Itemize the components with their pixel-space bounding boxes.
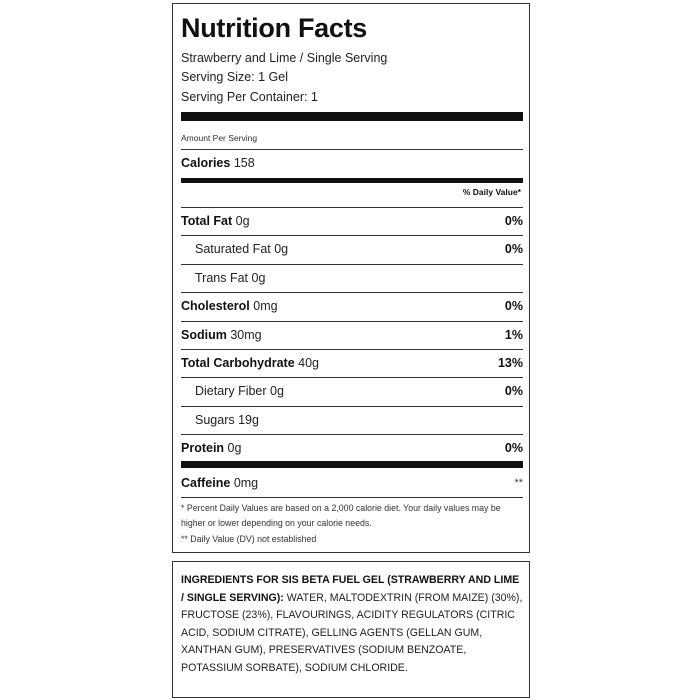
nutrient-daily-value: 1%	[504, 327, 523, 342]
thick-divider	[181, 112, 523, 121]
caffeine-amount: 0mg	[233, 476, 259, 490]
nutrient-row	[181, 209, 523, 233]
amount-per-serving: Amount Per Serving	[181, 133, 258, 143]
nutrient-amount: 0g	[270, 384, 284, 399]
ingredients-heading: INGREDIENTS FOR SIS BETA FUEL GEL (STRAWBERRY AND LIME / SINGLE SERVING):	[181, 574, 520, 604]
nutrition-title: Nutrition Facts	[181, 13, 368, 43]
nutrient-daily-value: 0%	[504, 441, 523, 456]
nutrient-row	[181, 379, 523, 403]
divider	[181, 207, 523, 208]
divider	[181, 235, 523, 236]
nutrient-amount: 30mg	[230, 327, 262, 342]
footnote-dv-not-established: ** Daily Value (DV) not established	[181, 534, 317, 544]
medium-divider	[181, 178, 523, 183]
nutrient-amount: 40g	[298, 356, 320, 370]
nutrient-amount: 0g	[227, 441, 242, 456]
calories-value: 158	[233, 156, 255, 170]
serving-size: Serving Size: 1 Gel	[181, 70, 288, 84]
caffeine-row	[181, 471, 523, 495]
nutrient-daily-value: 0%	[504, 242, 523, 257]
nutrient-amount: 0g	[274, 242, 289, 257]
nutrition-facts-panel	[172, 3, 530, 553]
ingredients-text	[181, 572, 523, 677]
thick-divider	[181, 461, 523, 468]
nutrient-amount: 0mg	[253, 299, 278, 314]
divider	[181, 149, 523, 150]
calories-row	[181, 151, 523, 175]
nutrient-row	[181, 323, 523, 347]
nutrient-daily-value: 0%	[504, 384, 523, 399]
servings-per-container: Serving Per Container: 1	[181, 90, 318, 104]
ingredients-list: WATER, MALTODEXTRIN (FROM MAIZE) (30%), FRUCTOSE (23%), FLAVOURINGS, ACIDITY REGULATORS (CITRIC ACID, SODIUM CITRATE), GELLING AGENTS (GELLAN GUM, XANTHAN GUM), PRESERVATIVES (SODIUM BENZOATE, POTASSIUM SORBATE), SODIUM CHLORIDE.	[181, 591, 523, 674]
nutrient-row	[181, 408, 523, 432]
nutrient-row	[181, 294, 523, 318]
nutrient-row	[181, 351, 523, 375]
caffeine-label: Caffeine	[181, 476, 231, 490]
divider	[181, 292, 523, 293]
nutrient-name: Total Fat	[181, 214, 233, 228]
nutrient-row	[181, 266, 523, 290]
nutrient-daily-value: 13%	[497, 356, 523, 370]
nutrient-amount: 0g	[235, 214, 250, 228]
nutrient-name: Dietary Fiber	[195, 384, 267, 399]
divider	[181, 349, 523, 350]
ingredients-panel	[172, 561, 530, 698]
nutrient-name: Cholesterol	[181, 299, 250, 314]
nutrient-name: Protein	[181, 441, 225, 456]
daily-value-header: % Daily Value*	[462, 187, 521, 197]
divider	[181, 321, 523, 322]
nutrient-name: Sodium	[181, 327, 227, 342]
nutrient-daily-value: 0%	[504, 299, 523, 314]
nutrient-row	[181, 436, 523, 460]
nutrient-name: Sugars	[195, 412, 235, 427]
divider	[181, 406, 523, 407]
nutrient-name: Trans Fat	[195, 270, 249, 285]
footnote-daily-values: * Percent Daily Values are based on a 2,000 calorie diet. Your daily values may be higher or lower depending on your calorie needs.	[181, 503, 501, 528]
divider	[181, 264, 523, 265]
nutrient-name: Saturated Fat	[195, 242, 271, 257]
calories-label: Calories	[181, 156, 231, 170]
divider	[181, 434, 523, 435]
nutrient-row	[181, 237, 523, 261]
product-name: Strawberry and Lime / Single Serving	[181, 51, 388, 65]
caffeine-dv: **	[514, 477, 523, 489]
divider	[181, 497, 523, 498]
nutrient-amount: 19g	[238, 412, 259, 427]
divider	[181, 377, 523, 378]
nutrient-name: Total Carbohydrate	[181, 356, 295, 370]
nutrient-daily-value: 0%	[504, 214, 523, 228]
nutrient-amount: 0g	[251, 270, 266, 285]
